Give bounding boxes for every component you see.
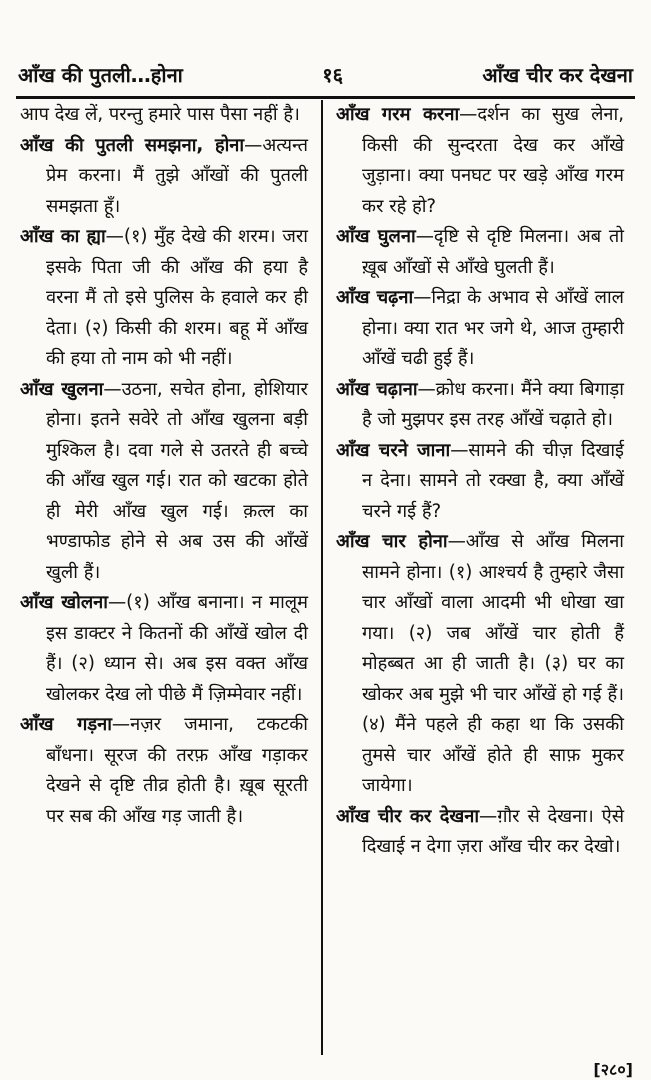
entry-text: —ग़ौर से देखना। ऐसे दिखाई न देगा ज़रा आँख चीर कर देखो। xyxy=(362,805,624,857)
entry-term: आँख का ह्या xyxy=(20,226,106,247)
entry-term: आँख चढ़ाना xyxy=(336,378,418,400)
page-number: १६ xyxy=(322,62,344,87)
header-left-term: आँख की पुतली…होना xyxy=(18,62,183,87)
entry-term: आँख की पुतली समझना, होना xyxy=(20,134,245,156)
dictionary-entry xyxy=(336,100,624,222)
column-divider xyxy=(321,100,323,1055)
entry-text: —(१) आँख बनाना। न मालूम इस डाक्टर ने कितनों की आँखें खोल दी हैं। (२) ध्यान से। अब इस वक्त आँख खोलकर देख लो पीछे मैं ज़िम्मेवार नहीं। xyxy=(46,592,308,705)
dictionary-entry xyxy=(336,436,624,528)
right-column xyxy=(336,100,624,863)
entry-text: —(१) मुँह देखे की शरम। जरा इसके पिता जी की आँख की हया है वरना मैं तो इसे पुलिस के हवाले कर ही देता। (२) किसी की शरम। बहू में आँख की हया तो नाम को भी नहीं। xyxy=(46,226,308,369)
entry-term: आँख चढ़ना xyxy=(336,287,414,308)
page-footer-number: [२८०] xyxy=(593,1060,633,1079)
entry-text: —नज़र जमाना, टकटकी बाँधना। सूरज की तरफ़ आँख गड़ाकर देखने से दृष्टि तीव्र होती है। ख़ूब सूरती पर सब की आँख गड़ जाती है। xyxy=(46,714,308,827)
entry-text: आप देख लें, परन्तु हमारे पास पैसा नहीं है। xyxy=(20,104,300,125)
entry-text: —दृष्टि से दृष्टि मिलना। अब तो ख़ूब आँखों से आँखे घुलती हैं। xyxy=(362,226,625,278)
entry-term: आँख चरने जाना xyxy=(336,439,451,461)
entry-text: —आँख से आँख मिलना सामने होना। (१) आश्चर्य है तुम्हारे जैसा चार आँखों वाला आदमी भी धोखा खा गया। (२) जब आँखें चार होती हैं मोहब्बत आ ही जाती है। (३) घर का खोकर अब मुझे भी चार आँखें हो गई हैं। (४) मैंने पहले ही कहा था कि उसकी तुमसे चार आँखें होते ही साफ़ मुकर जायेगा। xyxy=(362,531,624,796)
dictionary-entry xyxy=(20,222,308,375)
entry-term: आँख चीर कर देखना xyxy=(336,805,480,827)
entry-text: —उठना, सचेत होना, होशियार होना। इतने सवेरे तो आँख खुलना बड़ी मुश्किल है। दवा गले से उतरते ही बच्चे की आँख खुल गई। रात को खटका होते ही मेरी आँख खुल गई। क़त्ल का भण्डाफोड होने से अब उस की आँखें खुली हैं। xyxy=(46,378,308,583)
entry-text: —सामने की चीज़ दिखाई न देना। सामने तो रक्खा है, क्या आँखें चरने गई हैं? xyxy=(362,439,624,522)
entry-text: —निद्रा के अभाव से आँखें लाल होना। क्या रात भर जगे थे, आज तुम्हारी आँखें चढी हुई हैं। xyxy=(362,287,625,369)
running-header xyxy=(18,54,633,94)
dictionary-entry xyxy=(336,375,624,436)
dictionary-entry xyxy=(20,710,308,832)
dictionary-entry xyxy=(336,283,624,375)
dictionary-entry xyxy=(20,588,308,710)
dictionary-entry xyxy=(20,131,308,223)
header-rule xyxy=(16,96,635,99)
entry-term: आँख खुलना xyxy=(20,378,104,400)
dictionary-entry xyxy=(336,802,624,863)
entry-term: आँख खोलना xyxy=(20,592,108,613)
entry-term: आँख गड़ना xyxy=(20,714,112,735)
dictionary-entry xyxy=(20,375,308,589)
entry-term: आँख गरम करना xyxy=(336,104,460,125)
dictionary-entry xyxy=(336,222,624,283)
entry-text: —दर्शन का सुख लेना, किसी की सुन्दरता देख कर आँखे जुड़ाना। क्या पनघट पर खड़े आँख गरम कर रहे हो? xyxy=(362,104,624,217)
entry-text: —अत्यन्त प्रेम करना। मैं तुझे आँखों की पुतली समझता हूँ। xyxy=(46,134,308,217)
entry-term: आँख चार होना xyxy=(336,531,448,552)
continued-entry xyxy=(20,100,308,131)
header-right-term: आँख चीर कर देखना xyxy=(482,62,633,87)
left-column xyxy=(20,100,308,832)
entry-term: आँख घुलना xyxy=(336,226,416,247)
entry-text: —क्रोध करना। मैंने क्या बिगाड़ा है जो मुझपर इस तरह आँखें चढ़ाते हो। xyxy=(362,378,624,430)
dictionary-entry xyxy=(336,527,624,802)
